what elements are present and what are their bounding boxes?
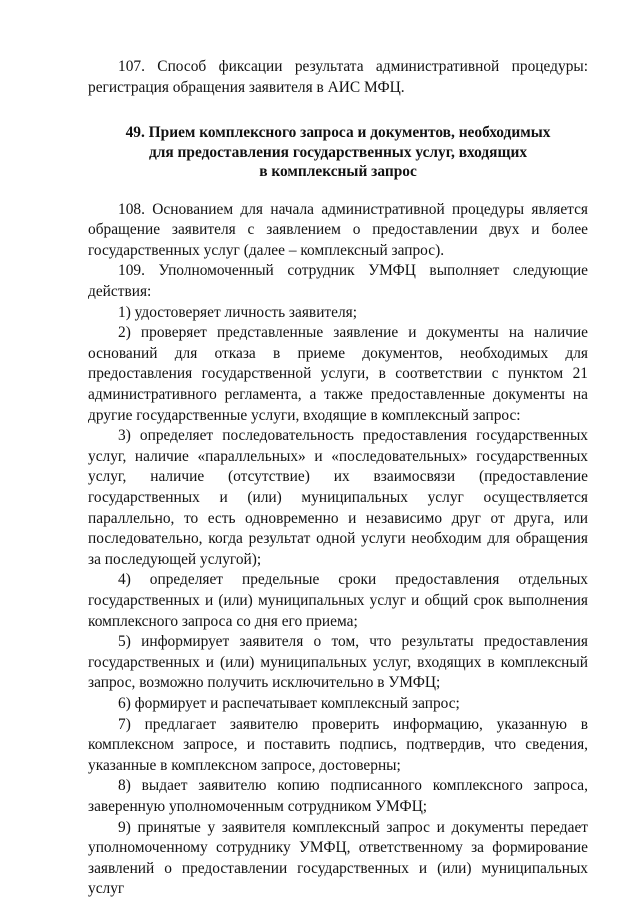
list-item-1: 1) удостоверяет личность заявителя;	[118, 303, 358, 321]
list-item-9: 9) принятые у заявителя комплексный запрос и документы передает уполномоченному сотруднику УМФЦ, ответственному за формирование заявлений о предоставлении государственных и (или) муниципальных услуг	[88, 818, 588, 898]
section-heading-line-3: в комплексный запрос	[259, 163, 417, 181]
section-heading-line-2: для предоставления государственных услуг, входящих	[148, 143, 528, 161]
paragraph-107: 107. Способ фиксации результата административной процедуры: регистрация обращения заявителя в АИС МФЦ.	[88, 58, 588, 96]
section-heading-line-1: 49. Прием комплексного запроса и документов, необходимых	[125, 124, 551, 142]
paragraph-109: 109. Уполномоченный сотрудник УМФЦ выполняет следующие действия:	[88, 262, 588, 301]
list-item-8: 8) выдает заявителю копию подписанного комплексного запроса, заверенную уполномоченным сотрудником УМФЦ;	[88, 777, 588, 815]
list-item-6: 6) формирует и распечатывает комплексный запрос;	[118, 694, 460, 712]
list-item-3: 3) определяет последовательность предоставления государственных услуг, наличие «параллельных» и «последовательных» государственных услуг, наличие (отсутствие) их взаимосвязи (предоставление государственных и (или) муниципальных услуг осуществляется параллельно, то есть одновременно и независимо друг от друга, или последовательно, когда результат одной услуги необходим для обращения за последующей услугой);	[88, 427, 588, 568]
document-page	[88, 57, 588, 900]
list-item-7: 7) предлагает заявителю проверить информацию, указанную в комплексном запросе, и поставить подпись, подтвердив, что сведения, указанные в комплексном запросе, достоверны;	[88, 715, 588, 774]
list-item-4: 4) определяет предельные сроки предоставления отдельных государственных и (или) муниципальных услуг и общий срок выполнения комплексного запроса со дня его приема;	[88, 571, 588, 630]
spacer	[88, 182, 588, 200]
list-item-2: 2) проверяет представленные заявление и документы на наличие оснований для отказа в приеме документов, необходимых для предоставления государственной услуги, в соответствии с пунктом 21 административного регламента, а также предоставленные документы на другие государственные услуги, входящие в комплексный запрос:	[88, 324, 588, 424]
list-item-5: 5) информирует заявителя о том, что результаты предоставления государственных и (или) муниципальных услуг, входящих в комплексный запрос, возможно получить исключительно в УМФЦ;	[88, 633, 588, 692]
spacer	[88, 98, 588, 123]
paragraph-108: 108. Основанием для начала административной процедуры является обращение заявителя с заявлением о предоставлении двух и более государственных услуг (далее – комплексный запрос).	[88, 200, 588, 259]
